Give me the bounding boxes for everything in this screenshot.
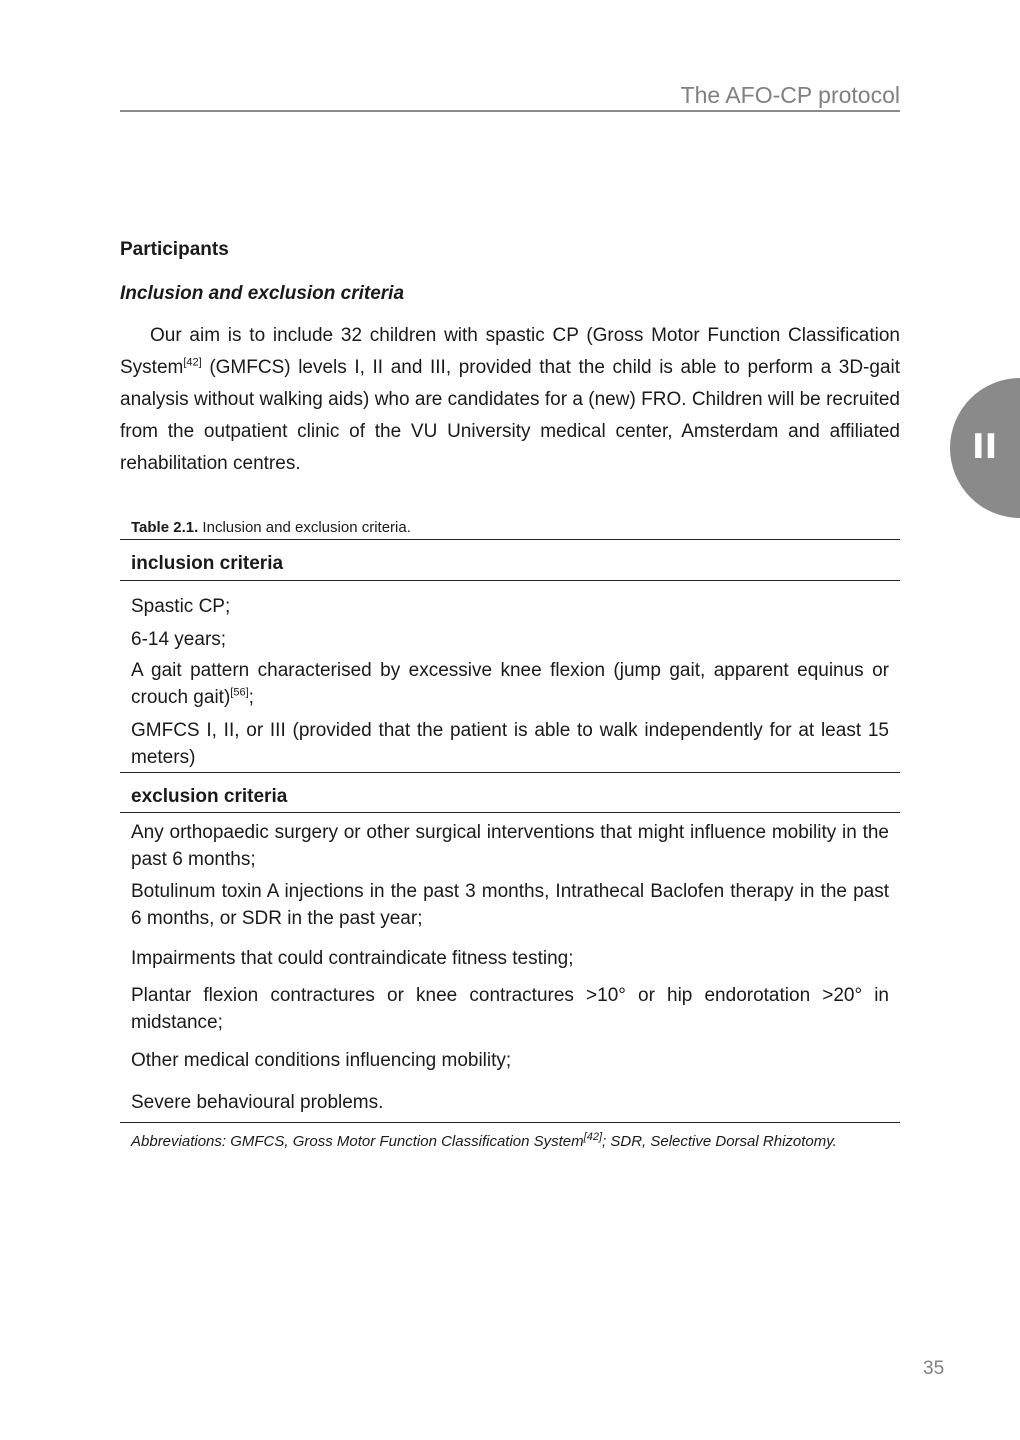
exclusion-item-botulinum: Botulinum toxin A injections in the past 3 months, Intrathecal Baclofen therapy in the past 6 months, or SDR in the past year; bbox=[131, 881, 889, 929]
page-number: 35 bbox=[923, 1358, 945, 1379]
chapter-tab-label: II bbox=[972, 427, 998, 467]
section-heading: Participants bbox=[120, 239, 229, 260]
paragraph-text-part1: Our aim is to include 32 children with spastic CP (Gross Motor Function Classification System bbox=[120, 325, 900, 378]
exclusion-item-contractures: Plantar flexion contractures or knee contractures >10° or hip endorotation >20° in midstance; bbox=[131, 985, 889, 1033]
body-paragraph bbox=[120, 320, 900, 480]
table-footnote-part1: Abbreviations: GMFCS, Gross Motor Function Classification System bbox=[131, 1133, 584, 1150]
paragraph-text-part2: (GMFCS) levels I, II and III, provided that the child is able to perform a 3D-gait analysis without walking aids) who are candidates for a (new) FRO. Children will be recruited from the outpatient clinic of the VU University medical center, Amsterdam and affiliated rehabilitation centres. bbox=[120, 357, 900, 474]
exclusion-item-behavioural: Severe behavioural problems. bbox=[131, 1092, 384, 1113]
inclusion-item-age: 6-14 years; bbox=[131, 629, 227, 650]
table-caption-text: Inclusion and exclusion criteria. bbox=[198, 519, 411, 536]
exclusion-item-surgery: Any orthopaedic surgery or other surgical interventions that might influence mobility in the past 6 months; bbox=[131, 822, 889, 870]
table-caption bbox=[131, 517, 411, 539]
citation-ref-42: [42] bbox=[183, 356, 202, 369]
exclusion-item-medical-conditions: Other medical conditions influencing mobility; bbox=[131, 1050, 512, 1071]
table-footnote-part2: ; SDR, Selective Dorsal Rhizotomy. bbox=[602, 1133, 837, 1150]
inclusion-item-spastic-cp: Spastic CP; bbox=[131, 596, 231, 617]
inclusion-item-gait-pattern bbox=[120, 655, 900, 715]
running-header bbox=[120, 80, 900, 112]
inclusion-item-gmfcs: GMFCS I, II, or III (provided that the patient is able to walk independently for at least 15 meters) bbox=[131, 720, 889, 768]
inclusion-item-gait-pattern-end: ; bbox=[248, 687, 254, 708]
criteria-table bbox=[120, 539, 900, 1123]
chapter-tab bbox=[950, 378, 1020, 518]
exclusion-item-impairments: Impairments that could contraindicate fitness testing; bbox=[131, 948, 574, 969]
table-caption-label: Table 2.1. bbox=[131, 519, 199, 536]
footnote-citation-ref-42: [42] bbox=[583, 1131, 603, 1143]
citation-ref-56: [56] bbox=[230, 686, 249, 699]
table-footnote bbox=[131, 1131, 837, 1153]
inclusion-item-gait-pattern-text: A gait pattern characterised by excessive knee flexion (jump gait, apparent equinus or crouch gait) bbox=[131, 660, 889, 708]
exclusion-criteria-header: exclusion criteria bbox=[120, 772, 900, 813]
running-header-title: The AFO-CP protocol bbox=[680, 82, 900, 108]
inclusion-criteria-header: inclusion criteria bbox=[120, 540, 900, 581]
subsection-heading: Inclusion and exclusion criteria bbox=[120, 283, 405, 304]
